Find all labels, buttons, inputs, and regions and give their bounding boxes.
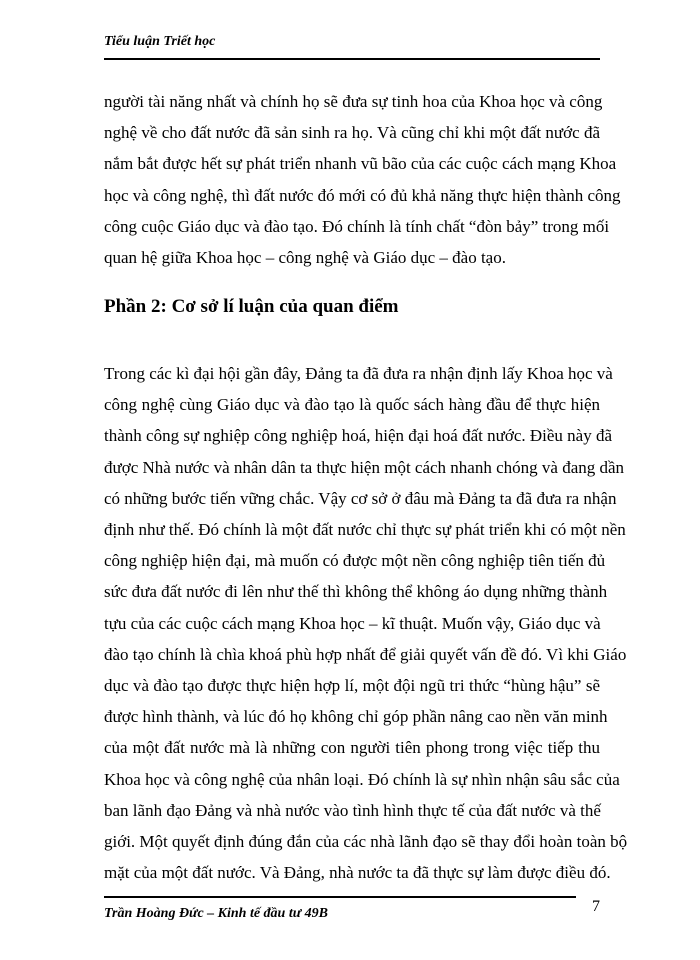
text-line: định như thế. Đó chính là một đất nước chỉ thực sự phát triển khi có một nền: [104, 520, 626, 540]
section-heading: Phần 2: Cơ sở lí luận của quan điểm: [104, 296, 399, 317]
text-line: tựu của các cuộc cách mạng Khoa học – kĩ thuật. Muốn vậy, Giáo dục và: [104, 613, 601, 633]
page-footer: [104, 896, 600, 922]
text-line: thành công sự nghiệp công nghiệp hoá, hiện đại hoá đất nước. Điều này đã: [104, 426, 613, 446]
header-rule: [104, 58, 600, 60]
paragraph-2: [104, 358, 628, 888]
header-title: Tiểu luận Triết học: [104, 34, 216, 49]
text-line: nghệ về cho đất nước đã sản sinh ra họ. Và cũng chỉ khi một đất nước đã: [104, 123, 600, 143]
text-line: dục và đào tạo được thực hiện hợp lí, một đội ngũ tri thức “hùng hậu” sẽ: [104, 676, 600, 696]
text-line: của một đất nước mà là những con người tiên phong trong việc tiếp thu: [104, 738, 600, 758]
text-line: đào tạo chính là chìa khoá phù hợp nhất để giải quyết vấn đề đó. Vì khi Giáo: [104, 644, 627, 664]
footer-author: Trần Hoàng Đức – Kinh tế đầu tư 49B: [104, 906, 328, 921]
text-line: Khoa học và công nghệ của nhân loại. Đó chính là sự nhìn nhận sâu sắc của: [104, 769, 620, 789]
text-line: giới. Một quyết định đúng đắn của các nhà lãnh đạo sẽ thay đổi hoàn toàn bộ: [104, 832, 628, 852]
text-line: được Nhà nước và nhân dân ta thực hiện một cách nhanh chóng và đang dần: [104, 457, 625, 477]
text-line: học và công nghệ, thì đất nước đó mới có đủ khả năng thực hiện thành công: [104, 185, 621, 205]
text-line: công nghiệp hiện đại, mà muốn có được một nền công nghiệp tiên tiến đủ: [104, 551, 606, 571]
paragraph-1: [104, 86, 621, 273]
text-line: công nghệ cùng Giáo dục và đào tạo là quốc sách hàng đầu để thực hiện: [104, 395, 600, 415]
text-line: ban lãnh đạo Đảng và nhà nước vào tình hình thực tế của đất nước và thế: [104, 800, 601, 820]
text-line: quan hệ giữa Khoa học – công nghệ và Giáo dục – đào tạo.: [104, 248, 506, 268]
page-number: 7: [592, 898, 600, 915]
footer-rule: [104, 896, 576, 898]
text-line: được hình thành, và lúc đó họ không chỉ góp phần nâng cao nền văn minh: [104, 707, 608, 727]
text-line: nắm bắt được hết sự phát triển nhanh vũ bão của các cuộc cách mạng Khoa: [104, 154, 617, 174]
text-line: có những bước tiến vững chắc. Vậy cơ sở ở đâu mà Đảng ta đã đưa ra nhận: [104, 488, 617, 508]
text-line: mặt của một đất nước. Và Đảng, nhà nước ta đã thực sự làm được điều đó.: [104, 863, 611, 883]
text-line: người tài năng nhất và chính họ sẽ đưa sự tinh hoa của Khoa học và công: [104, 92, 603, 111]
text-line: sức đưa đất nước đi lên như thế thì không thể không áo dụng những thành: [104, 582, 608, 602]
text-line: Trong các kì đại hội gần đây, Đảng ta đã đưa ra nhận định lấy Khoa học và: [104, 364, 613, 383]
text-line: công cuộc Giáo dục và đào tạo. Đó chính là tính chất “đòn bảy” trong mối: [104, 216, 610, 236]
page-header: [104, 34, 600, 60]
